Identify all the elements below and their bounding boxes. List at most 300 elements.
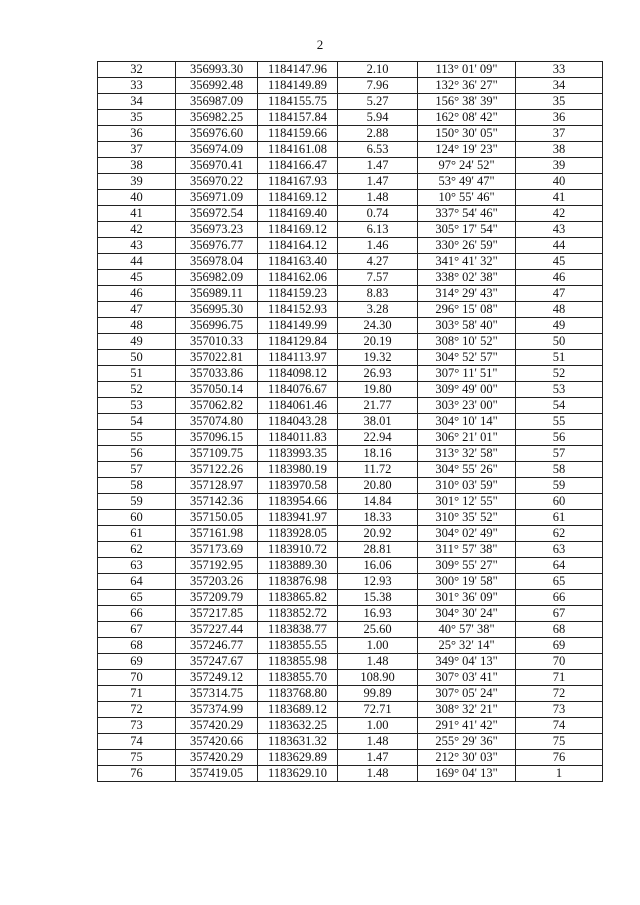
- distance-cell: 28.81: [338, 542, 418, 558]
- table-row: [98, 334, 603, 350]
- distance-cell: 1.48: [338, 190, 418, 206]
- y-coordinate-cell: 1183768.80: [258, 686, 338, 702]
- y-coordinate-cell: 1184164.12: [258, 238, 338, 254]
- point-number-cell: 66: [98, 606, 176, 622]
- y-coordinate-cell: 1183910.72: [258, 542, 338, 558]
- point-number-cell: 75: [98, 750, 176, 766]
- next-point-cell: 67: [516, 606, 603, 622]
- bearing-cell: 97° 24' 52": [418, 158, 516, 174]
- x-coordinate-cell: 357161.98: [176, 526, 258, 542]
- point-number-cell: 56: [98, 446, 176, 462]
- x-coordinate-cell: 356973.23: [176, 222, 258, 238]
- next-point-cell: 71: [516, 670, 603, 686]
- y-coordinate-cell: 1183941.97: [258, 510, 338, 526]
- table-row: [98, 718, 603, 734]
- distance-cell: 5.27: [338, 94, 418, 110]
- table-row: [98, 62, 603, 78]
- y-coordinate-cell: 1184113.97: [258, 350, 338, 366]
- next-point-cell: 58: [516, 462, 603, 478]
- table-row: [98, 494, 603, 510]
- bearing-cell: 132° 36' 27": [418, 78, 516, 94]
- table-row: [98, 414, 603, 430]
- y-coordinate-cell: 1183838.77: [258, 622, 338, 638]
- distance-cell: 18.16: [338, 446, 418, 462]
- x-coordinate-cell: 357314.75: [176, 686, 258, 702]
- table-row: [98, 126, 603, 142]
- x-coordinate-cell: 357010.33: [176, 334, 258, 350]
- next-point-cell: 43: [516, 222, 603, 238]
- distance-cell: 5.94: [338, 110, 418, 126]
- x-coordinate-cell: 356996.75: [176, 318, 258, 334]
- bearing-cell: 305° 17' 54": [418, 222, 516, 238]
- x-coordinate-cell: 357420.29: [176, 718, 258, 734]
- table-row: [98, 110, 603, 126]
- y-coordinate-cell: 1183928.05: [258, 526, 338, 542]
- distance-cell: 1.47: [338, 158, 418, 174]
- x-coordinate-cell: 356972.54: [176, 206, 258, 222]
- next-point-cell: 50: [516, 334, 603, 350]
- y-coordinate-cell: 1184152.93: [258, 302, 338, 318]
- point-number-cell: 60: [98, 510, 176, 526]
- x-coordinate-cell: 357217.85: [176, 606, 258, 622]
- point-number-cell: 38: [98, 158, 176, 174]
- bearing-cell: 301° 36' 09": [418, 590, 516, 606]
- table-row: [98, 206, 603, 222]
- distance-cell: 3.28: [338, 302, 418, 318]
- table-row: [98, 638, 603, 654]
- next-point-cell: 75: [516, 734, 603, 750]
- distance-cell: 0.74: [338, 206, 418, 222]
- point-number-cell: 37: [98, 142, 176, 158]
- x-coordinate-cell: 356987.09: [176, 94, 258, 110]
- distance-cell: 12.93: [338, 574, 418, 590]
- point-number-cell: 50: [98, 350, 176, 366]
- x-coordinate-cell: 357419.05: [176, 766, 258, 782]
- distance-cell: 16.93: [338, 606, 418, 622]
- table-row: [98, 94, 603, 110]
- y-coordinate-cell: 1184149.99: [258, 318, 338, 334]
- bearing-cell: 124° 19' 23": [418, 142, 516, 158]
- point-number-cell: 68: [98, 638, 176, 654]
- table-row: [98, 606, 603, 622]
- bearing-cell: 212° 30' 03": [418, 750, 516, 766]
- x-coordinate-cell: 356971.09: [176, 190, 258, 206]
- table-row: [98, 78, 603, 94]
- y-coordinate-cell: 1183855.55: [258, 638, 338, 654]
- point-number-cell: 32: [98, 62, 176, 78]
- next-point-cell: 53: [516, 382, 603, 398]
- next-point-cell: 65: [516, 574, 603, 590]
- table-row: [98, 238, 603, 254]
- distance-cell: 1.48: [338, 734, 418, 750]
- x-coordinate-cell: 357050.14: [176, 382, 258, 398]
- next-point-cell: 57: [516, 446, 603, 462]
- next-point-cell: 52: [516, 366, 603, 382]
- y-coordinate-cell: 1183876.98: [258, 574, 338, 590]
- x-coordinate-cell: 357246.77: [176, 638, 258, 654]
- distance-cell: 2.88: [338, 126, 418, 142]
- y-coordinate-cell: 1184043.28: [258, 414, 338, 430]
- y-coordinate-cell: 1184169.12: [258, 190, 338, 206]
- table-row: [98, 318, 603, 334]
- coordinates-table-body: [98, 62, 603, 782]
- table-row: [98, 142, 603, 158]
- distance-cell: 72.71: [338, 702, 418, 718]
- bearing-cell: 40° 57' 38": [418, 622, 516, 638]
- next-point-cell: 59: [516, 478, 603, 494]
- next-point-cell: 38: [516, 142, 603, 158]
- x-coordinate-cell: 357122.26: [176, 462, 258, 478]
- next-point-cell: 1: [516, 766, 603, 782]
- point-number-cell: 45: [98, 270, 176, 286]
- bearing-cell: 307° 05' 24": [418, 686, 516, 702]
- x-coordinate-cell: 357249.12: [176, 670, 258, 686]
- table-row: [98, 654, 603, 670]
- y-coordinate-cell: 1184155.75: [258, 94, 338, 110]
- point-number-cell: 33: [98, 78, 176, 94]
- point-number-cell: 74: [98, 734, 176, 750]
- y-coordinate-cell: 1184076.67: [258, 382, 338, 398]
- distance-cell: 8.83: [338, 286, 418, 302]
- table-row: [98, 542, 603, 558]
- next-point-cell: 62: [516, 526, 603, 542]
- x-coordinate-cell: 356970.22: [176, 174, 258, 190]
- bearing-cell: 113° 01' 09": [418, 62, 516, 78]
- table-row: [98, 270, 603, 286]
- bearing-cell: 309° 49' 00": [418, 382, 516, 398]
- point-number-cell: 34: [98, 94, 176, 110]
- distance-cell: 26.93: [338, 366, 418, 382]
- table-row: [98, 766, 603, 782]
- next-point-cell: 42: [516, 206, 603, 222]
- table-row: [98, 350, 603, 366]
- distance-cell: 6.13: [338, 222, 418, 238]
- bearing-cell: 338° 02' 38": [418, 270, 516, 286]
- point-number-cell: 62: [98, 542, 176, 558]
- next-point-cell: 48: [516, 302, 603, 318]
- y-coordinate-cell: 1183889.30: [258, 558, 338, 574]
- distance-cell: 1.46: [338, 238, 418, 254]
- x-coordinate-cell: 357209.79: [176, 590, 258, 606]
- point-number-cell: 73: [98, 718, 176, 734]
- bearing-cell: 301° 12' 55": [418, 494, 516, 510]
- point-number-cell: 70: [98, 670, 176, 686]
- y-coordinate-cell: 1184147.96: [258, 62, 338, 78]
- distance-cell: 11.72: [338, 462, 418, 478]
- next-point-cell: 69: [516, 638, 603, 654]
- next-point-cell: 41: [516, 190, 603, 206]
- point-number-cell: 40: [98, 190, 176, 206]
- point-number-cell: 51: [98, 366, 176, 382]
- distance-cell: 99.89: [338, 686, 418, 702]
- distance-cell: 1.47: [338, 750, 418, 766]
- point-number-cell: 58: [98, 478, 176, 494]
- x-coordinate-cell: 356970.41: [176, 158, 258, 174]
- bearing-cell: 314° 29' 43": [418, 286, 516, 302]
- point-number-cell: 43: [98, 238, 176, 254]
- y-coordinate-cell: 1184098.12: [258, 366, 338, 382]
- distance-cell: 6.53: [338, 142, 418, 158]
- distance-cell: 38.01: [338, 414, 418, 430]
- next-point-cell: 70: [516, 654, 603, 670]
- bearing-cell: 310° 35' 52": [418, 510, 516, 526]
- table-row: [98, 750, 603, 766]
- point-number-cell: 36: [98, 126, 176, 142]
- next-point-cell: 61: [516, 510, 603, 526]
- next-point-cell: 40: [516, 174, 603, 190]
- distance-cell: 7.96: [338, 78, 418, 94]
- distance-cell: 20.92: [338, 526, 418, 542]
- bearing-cell: 304° 30' 24": [418, 606, 516, 622]
- y-coordinate-cell: 1184169.40: [258, 206, 338, 222]
- point-number-cell: 76: [98, 766, 176, 782]
- y-coordinate-cell: 1183629.10: [258, 766, 338, 782]
- distance-cell: 21.77: [338, 398, 418, 414]
- table-row: [98, 478, 603, 494]
- next-point-cell: 72: [516, 686, 603, 702]
- y-coordinate-cell: 1183865.82: [258, 590, 338, 606]
- table-row: [98, 302, 603, 318]
- x-coordinate-cell: 356982.25: [176, 110, 258, 126]
- next-point-cell: 34: [516, 78, 603, 94]
- table-row: [98, 526, 603, 542]
- bearing-cell: 309° 55' 27": [418, 558, 516, 574]
- distance-cell: 1.48: [338, 654, 418, 670]
- distance-cell: 15.38: [338, 590, 418, 606]
- table-row: [98, 446, 603, 462]
- next-point-cell: 64: [516, 558, 603, 574]
- bearing-cell: 303° 23' 00": [418, 398, 516, 414]
- point-number-cell: 46: [98, 286, 176, 302]
- table-row: [98, 590, 603, 606]
- distance-cell: 7.57: [338, 270, 418, 286]
- distance-cell: 18.33: [338, 510, 418, 526]
- y-coordinate-cell: 1184159.23: [258, 286, 338, 302]
- distance-cell: 19.32: [338, 350, 418, 366]
- x-coordinate-cell: 357022.81: [176, 350, 258, 366]
- table-row: [98, 366, 603, 382]
- y-coordinate-cell: 1184169.12: [258, 222, 338, 238]
- table-row: [98, 382, 603, 398]
- next-point-cell: 45: [516, 254, 603, 270]
- bearing-cell: 291° 41' 42": [418, 718, 516, 734]
- table-row: [98, 174, 603, 190]
- table-row: [98, 670, 603, 686]
- point-number-cell: 55: [98, 430, 176, 446]
- distance-cell: 1.00: [338, 638, 418, 654]
- bearing-cell: 150° 30' 05": [418, 126, 516, 142]
- next-point-cell: 49: [516, 318, 603, 334]
- distance-cell: 1.47: [338, 174, 418, 190]
- y-coordinate-cell: 1184161.08: [258, 142, 338, 158]
- x-coordinate-cell: 356978.04: [176, 254, 258, 270]
- y-coordinate-cell: 1183980.19: [258, 462, 338, 478]
- next-point-cell: 76: [516, 750, 603, 766]
- y-coordinate-cell: 1184011.83: [258, 430, 338, 446]
- point-number-cell: 41: [98, 206, 176, 222]
- bearing-cell: 330° 26' 59": [418, 238, 516, 254]
- bearing-cell: 349° 04' 13": [418, 654, 516, 670]
- point-number-cell: 64: [98, 574, 176, 590]
- x-coordinate-cell: 357096.15: [176, 430, 258, 446]
- y-coordinate-cell: 1184162.06: [258, 270, 338, 286]
- x-coordinate-cell: 357227.44: [176, 622, 258, 638]
- bearing-cell: 25° 32' 14": [418, 638, 516, 654]
- bearing-cell: 341° 41' 32": [418, 254, 516, 270]
- y-coordinate-cell: 1184159.66: [258, 126, 338, 142]
- x-coordinate-cell: 357192.95: [176, 558, 258, 574]
- x-coordinate-cell: 357062.82: [176, 398, 258, 414]
- point-number-cell: 57: [98, 462, 176, 478]
- bearing-cell: 304° 02' 49": [418, 526, 516, 542]
- next-point-cell: 37: [516, 126, 603, 142]
- x-coordinate-cell: 357109.75: [176, 446, 258, 462]
- x-coordinate-cell: 356992.48: [176, 78, 258, 94]
- distance-cell: 24.30: [338, 318, 418, 334]
- bearing-cell: 308° 10' 52": [418, 334, 516, 350]
- bearing-cell: 156° 38' 39": [418, 94, 516, 110]
- y-coordinate-cell: 1184149.89: [258, 78, 338, 94]
- next-point-cell: 33: [516, 62, 603, 78]
- bearing-cell: 337° 54' 46": [418, 206, 516, 222]
- point-number-cell: 63: [98, 558, 176, 574]
- bearing-cell: 304° 55' 26": [418, 462, 516, 478]
- bearing-cell: 313° 32' 58": [418, 446, 516, 462]
- distance-cell: 22.94: [338, 430, 418, 446]
- distance-cell: 2.10: [338, 62, 418, 78]
- y-coordinate-cell: 1184157.84: [258, 110, 338, 126]
- table-row: [98, 190, 603, 206]
- point-number-cell: 42: [98, 222, 176, 238]
- x-coordinate-cell: 356993.30: [176, 62, 258, 78]
- x-coordinate-cell: 357128.97: [176, 478, 258, 494]
- distance-cell: 1.00: [338, 718, 418, 734]
- x-coordinate-cell: 357074.80: [176, 414, 258, 430]
- x-coordinate-cell: 356976.77: [176, 238, 258, 254]
- table-row: [98, 254, 603, 270]
- x-coordinate-cell: 357420.66: [176, 734, 258, 750]
- distance-cell: 14.84: [338, 494, 418, 510]
- distance-cell: 19.80: [338, 382, 418, 398]
- y-coordinate-cell: 1183852.72: [258, 606, 338, 622]
- y-coordinate-cell: 1183855.70: [258, 670, 338, 686]
- table-row: [98, 286, 603, 302]
- bearing-cell: 308° 32' 21": [418, 702, 516, 718]
- point-number-cell: 61: [98, 526, 176, 542]
- y-coordinate-cell: 1184061.46: [258, 398, 338, 414]
- y-coordinate-cell: 1183632.25: [258, 718, 338, 734]
- next-point-cell: 55: [516, 414, 603, 430]
- next-point-cell: 63: [516, 542, 603, 558]
- distance-cell: 1.48: [338, 766, 418, 782]
- next-point-cell: 36: [516, 110, 603, 126]
- point-number-cell: 67: [98, 622, 176, 638]
- y-coordinate-cell: 1184166.47: [258, 158, 338, 174]
- next-point-cell: 46: [516, 270, 603, 286]
- next-point-cell: 51: [516, 350, 603, 366]
- x-coordinate-cell: 357150.05: [176, 510, 258, 526]
- point-number-cell: 53: [98, 398, 176, 414]
- table-row: [98, 702, 603, 718]
- point-number-cell: 52: [98, 382, 176, 398]
- point-number-cell: 39: [98, 174, 176, 190]
- table-row: [98, 574, 603, 590]
- point-number-cell: 59: [98, 494, 176, 510]
- y-coordinate-cell: 1184129.84: [258, 334, 338, 350]
- table-row: [98, 686, 603, 702]
- point-number-cell: 71: [98, 686, 176, 702]
- next-point-cell: 56: [516, 430, 603, 446]
- bearing-cell: 255° 29' 36": [418, 734, 516, 750]
- bearing-cell: 303° 58' 40": [418, 318, 516, 334]
- x-coordinate-cell: 357420.29: [176, 750, 258, 766]
- bearing-cell: 300° 19' 58": [418, 574, 516, 590]
- y-coordinate-cell: 1183855.98: [258, 654, 338, 670]
- x-coordinate-cell: 356989.11: [176, 286, 258, 302]
- table-row: [98, 622, 603, 638]
- y-coordinate-cell: 1183993.35: [258, 446, 338, 462]
- table-row: [98, 462, 603, 478]
- next-point-cell: 44: [516, 238, 603, 254]
- next-point-cell: 54: [516, 398, 603, 414]
- x-coordinate-cell: 356995.30: [176, 302, 258, 318]
- bearing-cell: 307° 03' 41": [418, 670, 516, 686]
- page-number: 2: [316, 37, 324, 52]
- point-number-cell: 54: [98, 414, 176, 430]
- y-coordinate-cell: 1183954.66: [258, 494, 338, 510]
- next-point-cell: 73: [516, 702, 603, 718]
- point-number-cell: 48: [98, 318, 176, 334]
- x-coordinate-cell: 357247.67: [176, 654, 258, 670]
- distance-cell: 16.06: [338, 558, 418, 574]
- x-coordinate-cell: 356982.09: [176, 270, 258, 286]
- x-coordinate-cell: 357142.36: [176, 494, 258, 510]
- x-coordinate-cell: 357033.86: [176, 366, 258, 382]
- y-coordinate-cell: 1183689.12: [258, 702, 338, 718]
- table-row: [98, 734, 603, 750]
- table-row: [98, 398, 603, 414]
- x-coordinate-cell: 357173.69: [176, 542, 258, 558]
- y-coordinate-cell: 1184167.93: [258, 174, 338, 190]
- table-row: [98, 558, 603, 574]
- table-row: [98, 430, 603, 446]
- bearing-cell: 310° 03' 59": [418, 478, 516, 494]
- x-coordinate-cell: 357203.26: [176, 574, 258, 590]
- bearing-cell: 296° 15' 08": [418, 302, 516, 318]
- point-number-cell: 47: [98, 302, 176, 318]
- next-point-cell: 35: [516, 94, 603, 110]
- x-coordinate-cell: 357374.99: [176, 702, 258, 718]
- bearing-cell: 10° 55' 46": [418, 190, 516, 206]
- y-coordinate-cell: 1183629.89: [258, 750, 338, 766]
- distance-cell: 108.90: [338, 670, 418, 686]
- bearing-cell: 162° 08' 42": [418, 110, 516, 126]
- next-point-cell: 74: [516, 718, 603, 734]
- point-number-cell: 72: [98, 702, 176, 718]
- bearing-cell: 311° 57' 38": [418, 542, 516, 558]
- distance-cell: 20.80: [338, 478, 418, 494]
- table-row: [98, 158, 603, 174]
- next-point-cell: 47: [516, 286, 603, 302]
- coordinates-table: [97, 61, 603, 782]
- bearing-cell: 53° 49' 47": [418, 174, 516, 190]
- bearing-cell: 307° 11' 51": [418, 366, 516, 382]
- bearing-cell: 306° 21' 01": [418, 430, 516, 446]
- bearing-cell: 169° 04' 13": [418, 766, 516, 782]
- table-row: [98, 222, 603, 238]
- distance-cell: 4.27: [338, 254, 418, 270]
- y-coordinate-cell: 1184163.40: [258, 254, 338, 270]
